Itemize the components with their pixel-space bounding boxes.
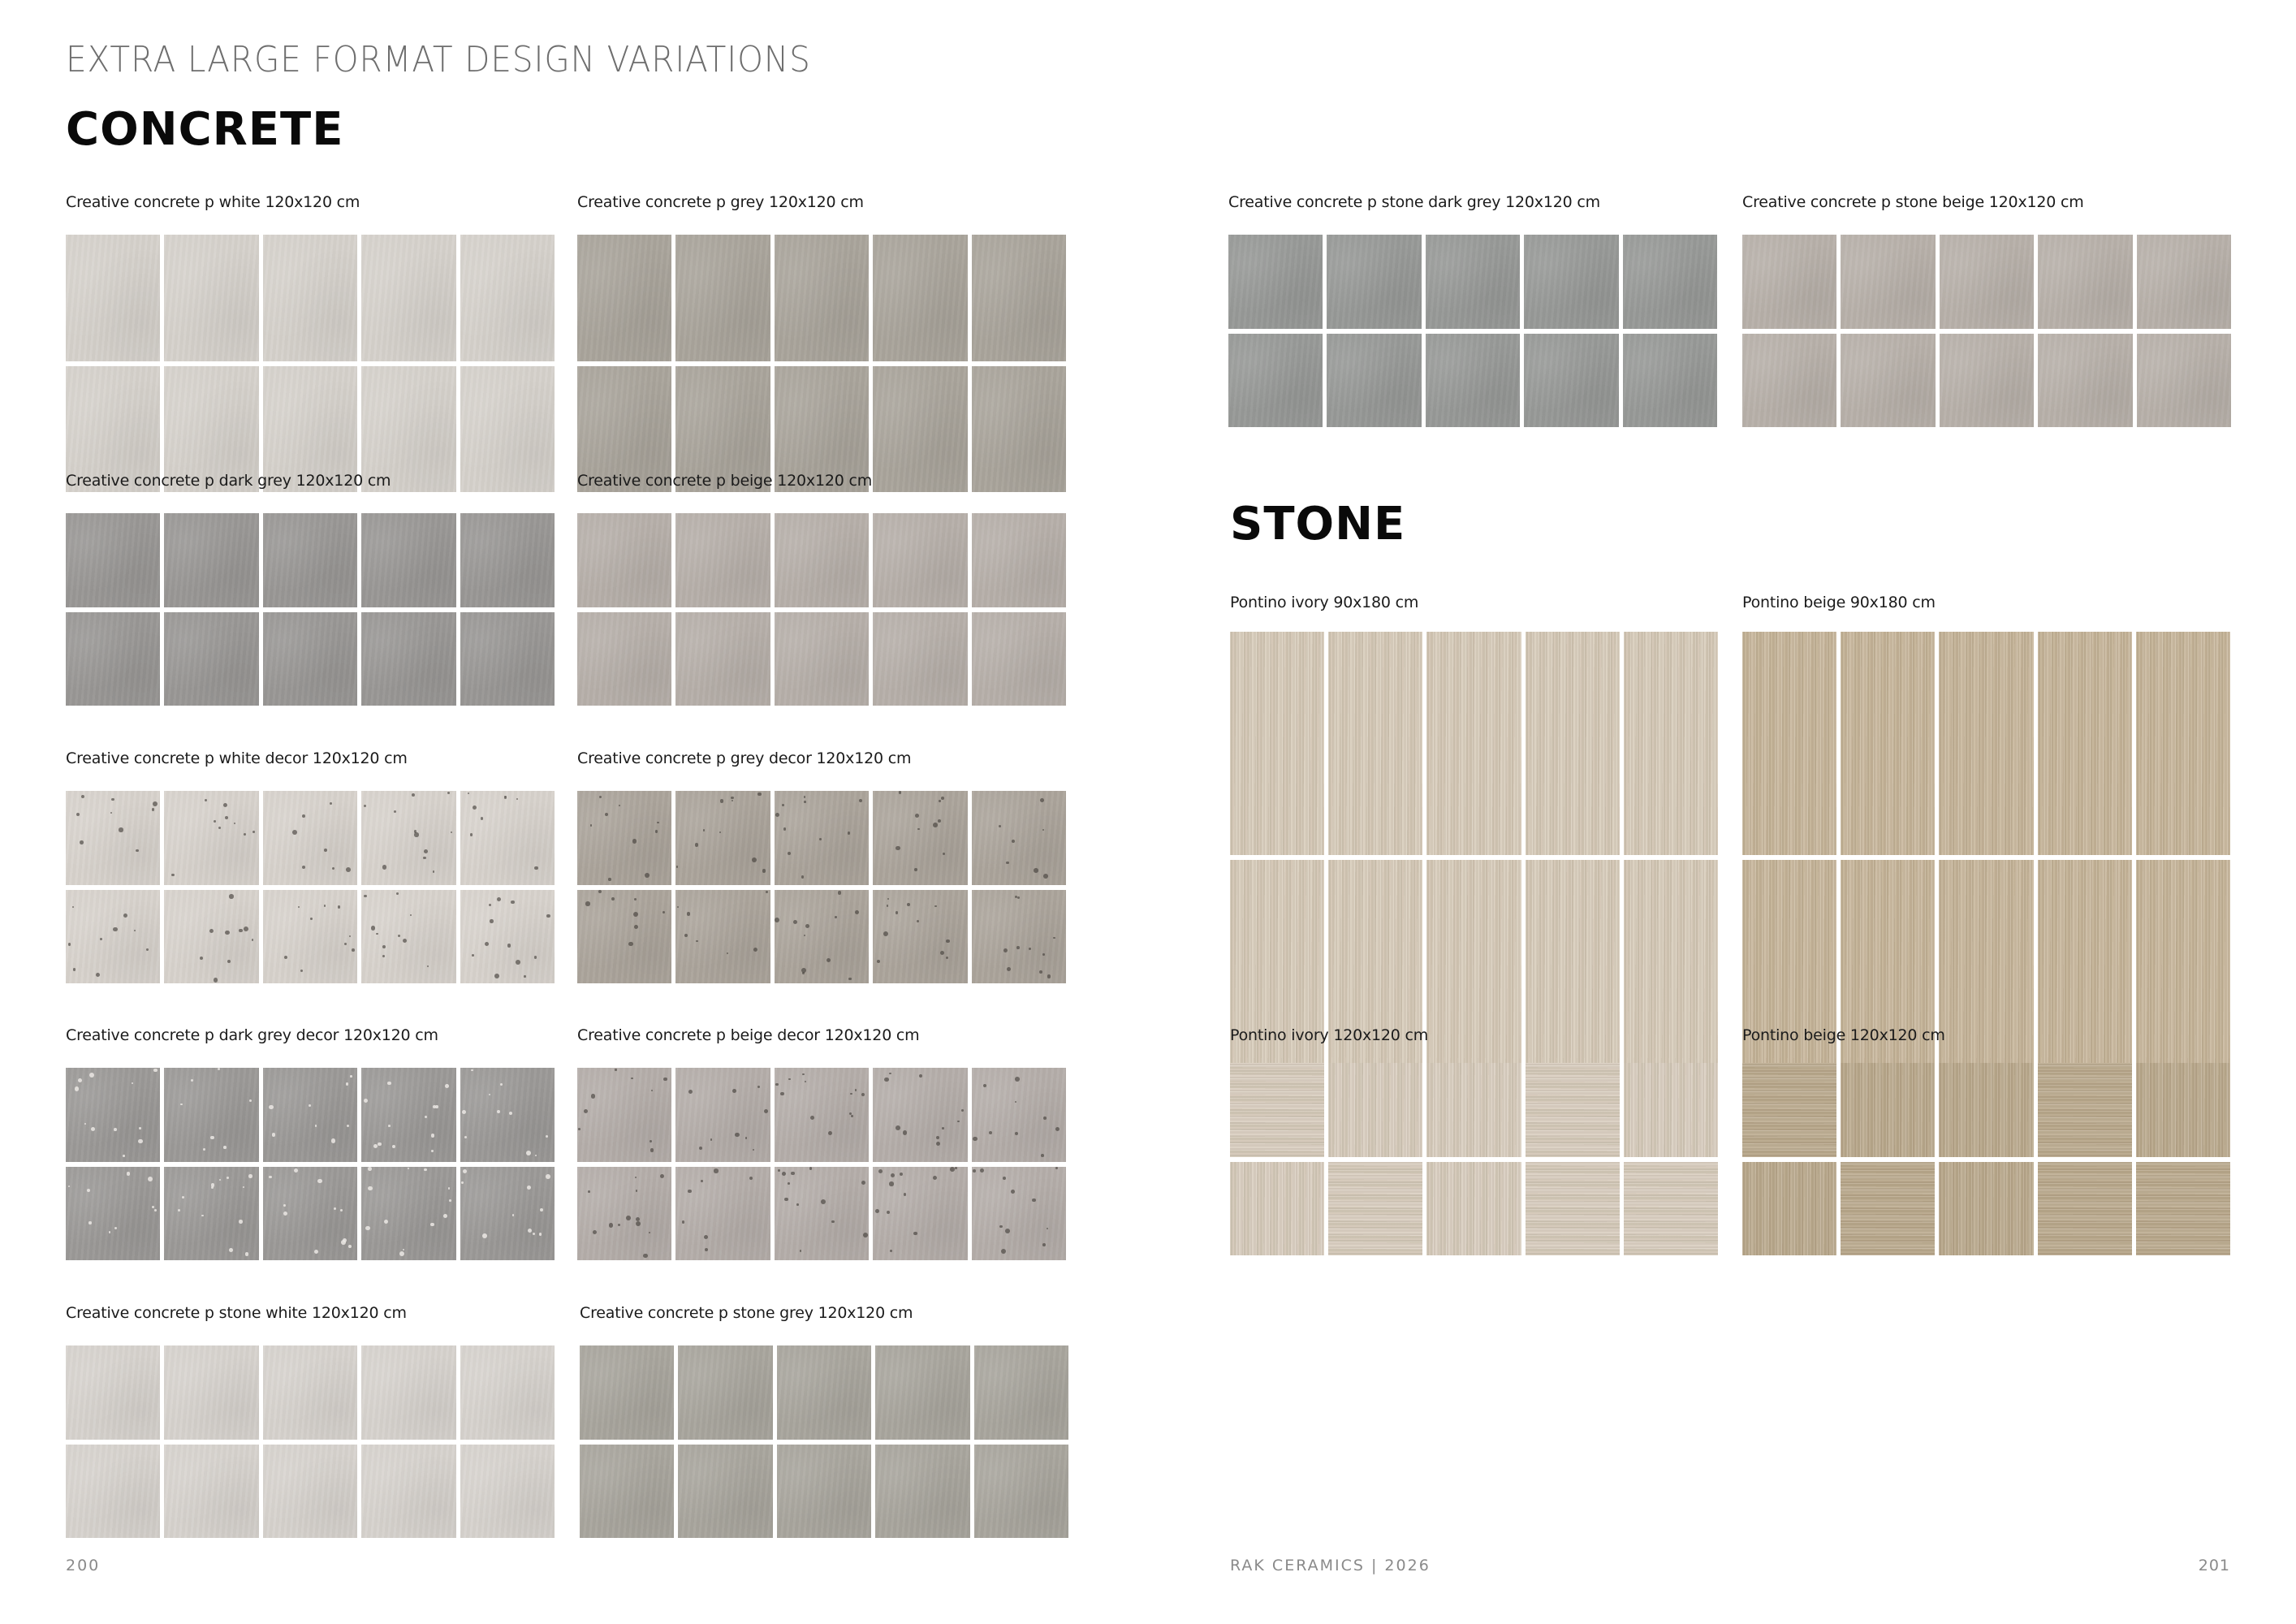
page-kicker-title: EXTRA LARGE FORMAT DESIGN VARIATIONS <box>66 39 811 80</box>
tile <box>164 890 258 984</box>
tile <box>164 1167 258 1261</box>
page-number-left: 200 <box>66 1557 101 1574</box>
tile-grid <box>1230 632 1718 1083</box>
tile <box>873 1167 967 1261</box>
tile-grid <box>577 235 1066 492</box>
tile-grid <box>66 513 555 706</box>
tile <box>580 1445 674 1539</box>
tile <box>263 235 357 361</box>
tile <box>66 890 160 984</box>
tile <box>263 1167 357 1261</box>
section-title-stone: STONE <box>1230 498 1406 551</box>
tile-grid <box>577 791 1066 983</box>
tile <box>460 1068 555 1162</box>
tile <box>2038 632 2132 855</box>
tile <box>777 1445 871 1539</box>
swatch-creative-concrete-white-decor <box>66 751 555 983</box>
tile <box>1742 334 1836 428</box>
tile <box>164 1445 258 1539</box>
tile-grid <box>1742 632 2230 1083</box>
tile <box>972 612 1066 706</box>
tile <box>675 1167 770 1261</box>
tile-grid <box>577 513 1066 706</box>
publication-footer: RAK CERAMICS | 2026 <box>1230 1557 1431 1574</box>
swatch-label: Creative concrete p stone beige 120x120 cm <box>1742 193 2084 211</box>
tile <box>577 791 671 885</box>
tile <box>66 791 160 885</box>
tile <box>460 890 555 984</box>
tile <box>1327 235 1421 329</box>
tile-grid <box>1742 235 2231 427</box>
tile <box>1742 235 1836 329</box>
tile <box>577 612 671 706</box>
tile <box>873 791 967 885</box>
tile <box>775 1167 869 1261</box>
tile <box>1841 1162 1935 1256</box>
tile <box>1426 334 1520 428</box>
swatch-pontino-beige-120x120 <box>1742 1028 2230 1255</box>
swatch-creative-concrete-stone-dark-grey <box>1228 195 1717 427</box>
tile <box>460 513 555 607</box>
tile <box>263 791 357 885</box>
swatch-creative-concrete-grey <box>577 195 1066 492</box>
tile <box>1742 1162 1836 1256</box>
swatch-label: Creative concrete p stone white 120x120 cm <box>66 1304 407 1322</box>
tile <box>2136 1063 2230 1157</box>
tile <box>164 1068 258 1162</box>
tile <box>2136 1162 2230 1256</box>
tile <box>66 1345 160 1440</box>
tile <box>263 890 357 984</box>
tile <box>1939 1063 2033 1157</box>
tile <box>66 612 160 706</box>
tile <box>460 791 555 885</box>
swatch-label: Pontino beige 90x180 cm <box>1742 594 1936 611</box>
tile-grid <box>1228 235 1717 427</box>
tile <box>577 890 671 984</box>
tile <box>1327 334 1421 428</box>
tile <box>875 1345 969 1440</box>
tile <box>972 1167 1066 1261</box>
swatch-creative-concrete-beige <box>577 473 1066 706</box>
tile <box>361 1345 455 1440</box>
tile <box>1426 235 1520 329</box>
tile <box>164 612 258 706</box>
tile <box>1328 632 1422 855</box>
tile <box>675 612 770 706</box>
swatch-creative-concrete-dark-grey-decor <box>66 1028 555 1260</box>
tile-grid <box>66 1345 555 1538</box>
swatch-label: Creative concrete p beige decor 120x120 cm <box>577 1026 920 1044</box>
tile <box>1841 334 1935 428</box>
tile <box>361 612 455 706</box>
tile <box>361 791 455 885</box>
tile <box>2137 235 2231 329</box>
tile <box>678 1345 772 1440</box>
tile <box>678 1445 772 1539</box>
tile <box>460 235 555 361</box>
tile <box>361 235 455 361</box>
tile <box>263 1068 357 1162</box>
tile <box>1230 632 1324 855</box>
tile <box>974 1445 1068 1539</box>
tile <box>1426 632 1521 855</box>
tile <box>775 235 869 361</box>
tile <box>1624 632 1718 855</box>
tile <box>1524 334 1618 428</box>
tile <box>263 513 357 607</box>
tile <box>361 1167 455 1261</box>
tile <box>164 1345 258 1440</box>
tile <box>1940 334 2034 428</box>
tile <box>875 1445 969 1539</box>
swatch-creative-concrete-dark-grey <box>66 473 555 706</box>
tile <box>263 1445 357 1539</box>
swatch-pontino-ivory-90x180 <box>1230 595 1718 1083</box>
tile <box>2136 632 2230 855</box>
tile <box>164 513 258 607</box>
tile <box>1623 334 1717 428</box>
tile <box>1841 235 1935 329</box>
tile <box>164 235 258 361</box>
tile <box>775 890 869 984</box>
swatch-creative-concrete-grey-decor <box>577 751 1066 983</box>
tile <box>972 1068 1066 1162</box>
tile <box>972 513 1066 607</box>
tile <box>675 890 770 984</box>
tile <box>1230 1162 1324 1256</box>
tile <box>1841 632 1935 855</box>
swatch-label: Pontino beige 120x120 cm <box>1742 1026 1945 1044</box>
section-title-concrete: CONCRETE <box>66 103 344 156</box>
tile <box>577 235 671 361</box>
swatch-label: Pontino ivory 90x180 cm <box>1230 594 1419 611</box>
tile <box>873 612 967 706</box>
swatch-creative-concrete-stone-beige <box>1742 195 2231 427</box>
tile <box>1228 235 1323 329</box>
tile <box>1328 1063 1422 1157</box>
tile <box>1841 1063 1935 1157</box>
swatch-pontino-beige-90x180 <box>1742 595 2230 1083</box>
tile <box>361 890 455 984</box>
tile <box>675 791 770 885</box>
tile <box>1939 1162 2033 1256</box>
tile <box>460 612 555 706</box>
tile <box>66 1167 160 1261</box>
tile <box>263 1345 357 1440</box>
tile <box>873 235 967 361</box>
tile <box>263 612 357 706</box>
tile <box>577 1068 671 1162</box>
tile <box>2038 1063 2132 1157</box>
tile <box>775 791 869 885</box>
tile <box>361 1068 455 1162</box>
tile <box>1230 1063 1324 1157</box>
tile <box>775 513 869 607</box>
tile <box>2137 334 2231 428</box>
tile <box>361 1445 455 1539</box>
tile <box>460 1345 555 1440</box>
swatch-creative-concrete-beige-decor <box>577 1028 1066 1260</box>
swatch-label: Creative concrete p stone grey 120x120 cm <box>580 1304 913 1322</box>
tile <box>1328 1162 1422 1256</box>
swatch-label: Pontino ivory 120x120 cm <box>1230 1026 1429 1044</box>
swatch-label: Creative concrete p beige 120x120 cm <box>577 472 873 490</box>
tile-grid <box>66 1068 555 1260</box>
tile <box>1940 235 2034 329</box>
tile <box>361 513 455 607</box>
tile <box>164 791 258 885</box>
tile <box>460 1167 555 1261</box>
tile <box>775 612 869 706</box>
tile <box>675 513 770 607</box>
tile <box>972 890 1066 984</box>
tile <box>1742 632 1836 855</box>
tile <box>2038 334 2132 428</box>
tile <box>1624 1063 1718 1157</box>
tile <box>577 1167 671 1261</box>
tile <box>1426 1162 1521 1256</box>
tile <box>1526 1063 1620 1157</box>
tile <box>66 513 160 607</box>
tile <box>66 235 160 361</box>
swatch-label: Creative concrete p white decor 120x120 cm <box>66 749 408 767</box>
tile <box>675 1068 770 1162</box>
tile <box>873 1068 967 1162</box>
swatch-label: Creative concrete p grey decor 120x120 cm <box>577 749 912 767</box>
tile <box>1742 1063 1836 1157</box>
tile <box>460 1445 555 1539</box>
tile <box>1526 1162 1620 1256</box>
tile <box>1939 632 2033 855</box>
swatch-creative-concrete-stone-grey <box>580 1306 1068 1538</box>
swatch-label: Creative concrete p stone dark grey 120x120 cm <box>1228 193 1600 211</box>
tile <box>580 1345 674 1440</box>
tile <box>972 235 1066 361</box>
tile <box>1623 235 1717 329</box>
tile <box>66 1445 160 1539</box>
tile <box>1526 632 1620 855</box>
tile <box>972 791 1066 885</box>
tile-grid <box>577 1068 1066 1260</box>
swatch-label: Creative concrete p dark grey decor 120x120 cm <box>66 1026 438 1044</box>
tile <box>66 1068 160 1162</box>
tile-grid <box>66 235 555 492</box>
tile-grid <box>66 791 555 983</box>
tile <box>675 235 770 361</box>
tile <box>2038 235 2132 329</box>
swatch-label: Creative concrete p grey 120x120 cm <box>577 193 864 211</box>
swatch-pontino-ivory-120x120 <box>1230 1028 1718 1255</box>
tile-grid <box>1230 1063 1718 1255</box>
swatch-creative-concrete-white <box>66 195 555 492</box>
tile-grid <box>580 1345 1068 1538</box>
tile-grid <box>1742 1063 2230 1255</box>
tile <box>974 1345 1068 1440</box>
tile <box>1624 1162 1718 1256</box>
swatch-creative-concrete-stone-white <box>66 1306 555 1538</box>
tile <box>777 1345 871 1440</box>
tile <box>1228 334 1323 428</box>
tile <box>873 890 967 984</box>
tile <box>1426 1063 1521 1157</box>
tile <box>2038 1162 2132 1256</box>
tile <box>873 513 967 607</box>
page-number-right: 201 <box>2198 1557 2230 1574</box>
tile <box>577 513 671 607</box>
swatch-label: Creative concrete p dark grey 120x120 cm <box>66 472 391 490</box>
swatch-label: Creative concrete p white 120x120 cm <box>66 193 360 211</box>
tile <box>775 1068 869 1162</box>
tile <box>1524 235 1618 329</box>
